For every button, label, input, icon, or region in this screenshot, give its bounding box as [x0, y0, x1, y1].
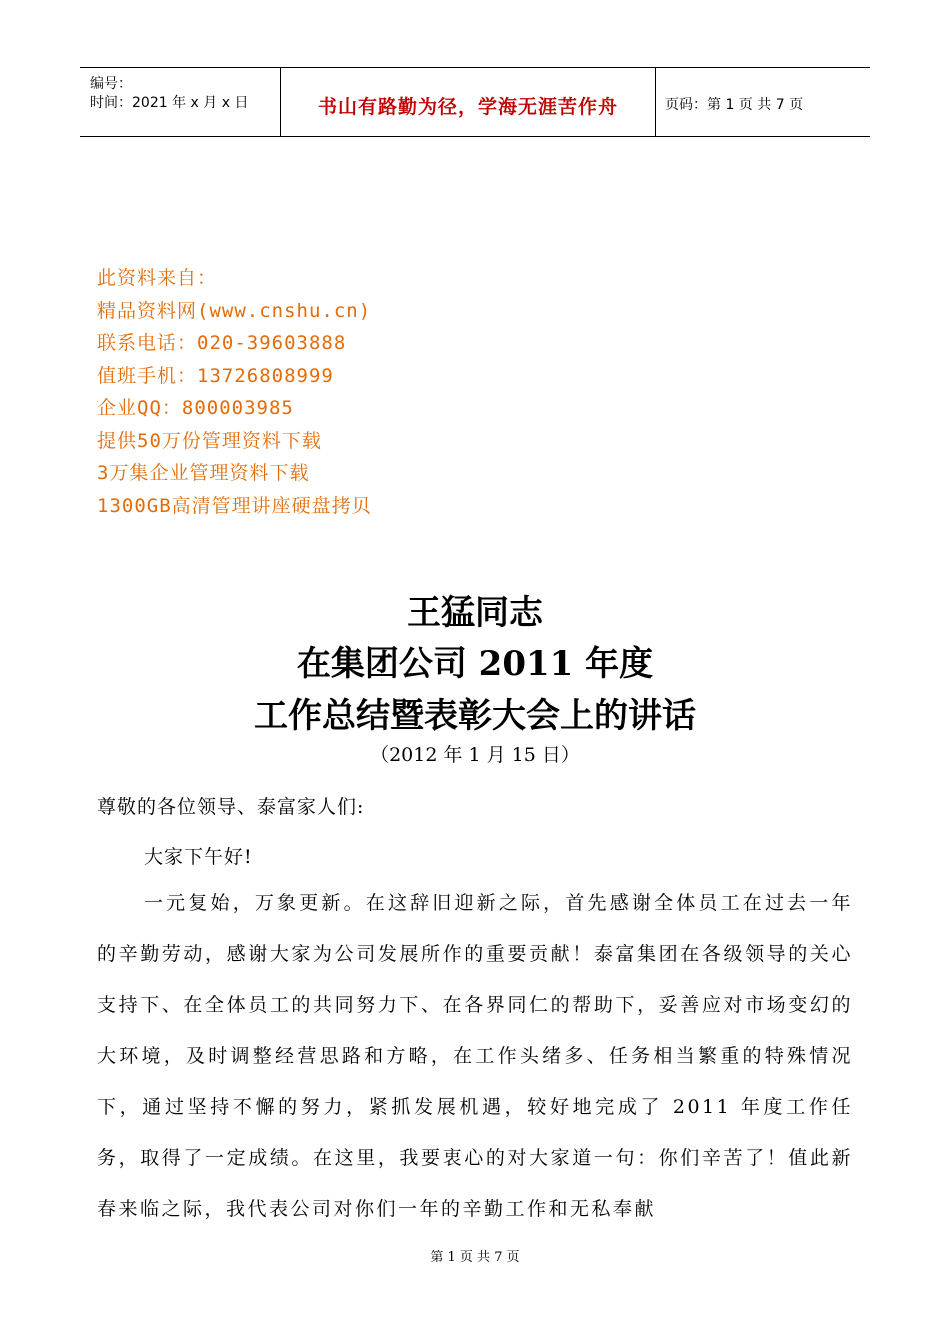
promo-line: 此资料来自：	[97, 267, 218, 289]
promo-line: 1300GB高清管理讲座硬盘拷贝	[97, 494, 372, 517]
speech-date: （2012 年 1 月 15 日）	[370, 744, 580, 766]
salutation: 尊敬的各位领导、泰富家人们:	[97, 796, 365, 818]
promo-line: 精品资料网(www.cnshu.cn)	[97, 299, 372, 322]
title-line-2: 在集团公司 2011 年度	[296, 644, 654, 684]
promo-line: 企业QQ：800003985	[97, 397, 294, 419]
header-page-info: 页码：第 1 页 共 7 页	[665, 97, 804, 113]
doc-time-label: 时间：2021 年 x 月 x 日	[90, 95, 249, 111]
header-left-cell	[80, 68, 280, 136]
header-table	[80, 67, 870, 137]
doc-code-label: 编号：	[90, 76, 132, 92]
promo-line: 值班手机：13726808999	[97, 364, 334, 387]
header-right-cell	[655, 68, 870, 136]
promo-block	[97, 262, 372, 522]
title-line-1: 王猛同志	[407, 593, 543, 633]
greeting: 大家下午好!	[144, 846, 253, 868]
page-footer: 第 1 页 共 7 页	[430, 1250, 520, 1265]
promo-line: 3万集企业管理资料下载	[97, 462, 310, 484]
header-motto: 书山有路勤为径，学海无涯苦作舟	[317, 96, 618, 118]
promo-line: 联系电话：020-39603888	[97, 332, 347, 354]
header-middle-cell	[280, 68, 656, 136]
title-line-3: 工作总结暨表彰大会上的讲话	[254, 696, 696, 736]
promo-line: 提供50万份管理资料下载	[97, 429, 322, 452]
speech-paragraph: 一元复始，万象更新。在这辞旧迎新之际，首先感谢全体员工在过去一年的辛勤劳动，感谢大家为公司发展所作的重要贡献！泰富集团在各级领导的关心支持下、在全体员工的共同努力下、在各界同仁的帮助下，妥善应对市场变幻的大环境，及时调整经营思路和方略，在工作头绪多、任务相当繁重的特殊情况下，通过坚持不懈的努力，紧抓发展机遇，较好地完成了 2011 年度工作任务，取得了一定成绩。在这里，我要衷心的对大家道一句：你们辛苦了！值此新春来临之际，我代表公司对你们一年的辛勤工作和无私奉献	[97, 892, 853, 1220]
